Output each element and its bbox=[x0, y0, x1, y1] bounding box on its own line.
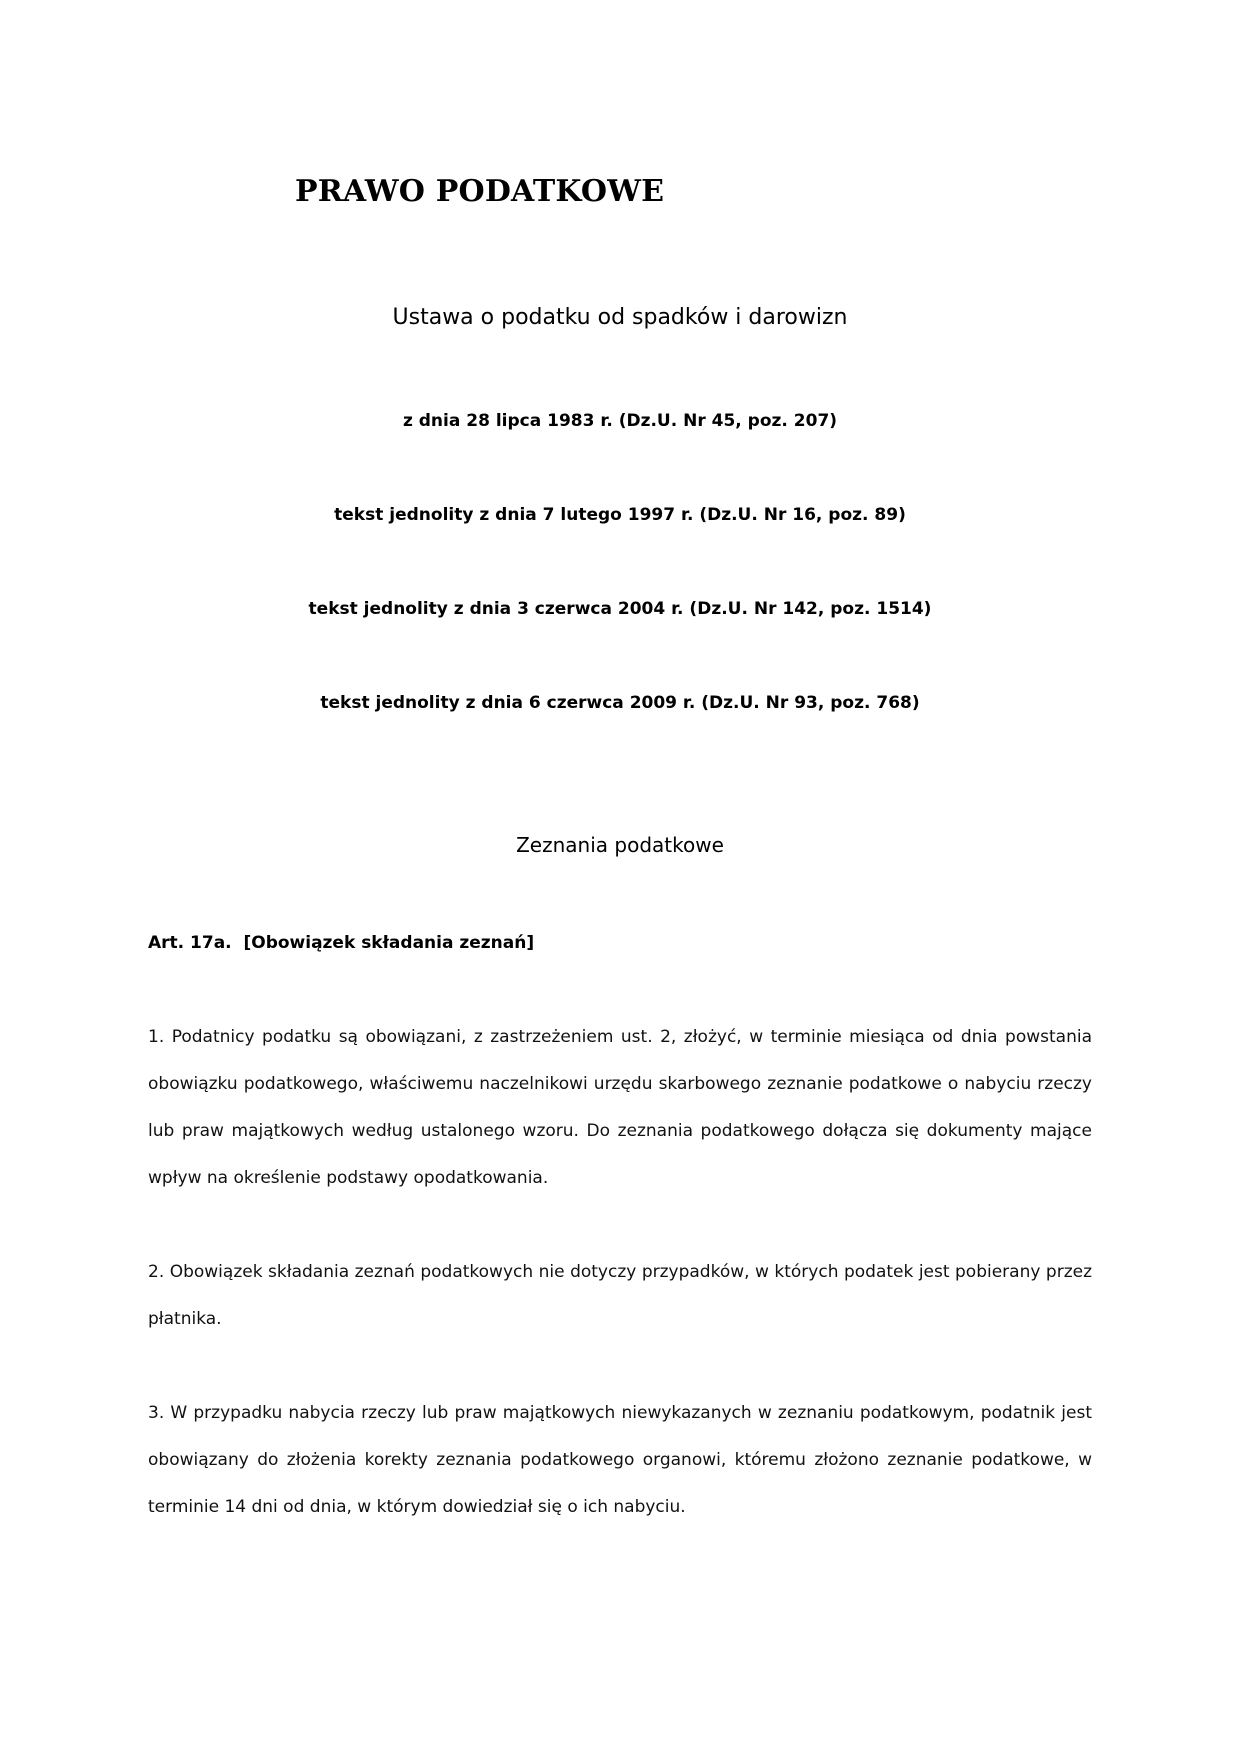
legal-reference-consolidated-1997: tekst jednolity z dnia 7 lutego 1997 r. (Dz.U. Nr 16, poz. 89) bbox=[334, 505, 906, 525]
section-title: Zeznania podatkowe bbox=[516, 833, 724, 857]
legal-reference-consolidated-2004: tekst jednolity z dnia 3 czerwca 2004 r. (Dz.U. Nr 142, poz. 1514) bbox=[308, 599, 932, 619]
article-paragraph-2: 2. Obowiązek składania zeznań podatkowych nie dotyczy przypadków, w których podatek jest pobierany przez płatnika. bbox=[148, 1262, 1092, 1329]
document-title: PRAWO PODATKOWE bbox=[295, 174, 665, 209]
article-paragraph-3: 3. W przypadku nabycia rzeczy lub praw majątkowych niewykazanych w zeznaniu podatkowym, podatnik jest obowiązany do złożenia korekty zeznania podatkowego organowi, któremu złożono zeznanie podatkowe, w terminie 14 dni od dnia, w którym dowiedział się o ich nabyciu. bbox=[148, 1403, 1092, 1517]
act-title: Ustawa o podatku od spadków i darowizn bbox=[392, 305, 848, 330]
legal-reference-consolidated-2009: tekst jednolity z dnia 6 czerwca 2009 r. (Dz.U. Nr 93, poz. 768) bbox=[320, 693, 920, 713]
article-heading: Art. 17a. [Obowiązek składania zeznań] bbox=[148, 933, 535, 953]
legal-reference-original: z dnia 28 lipca 1983 r. (Dz.U. Nr 45, poz. 207) bbox=[402, 411, 838, 431]
article-paragraph-1: 1. Podatnicy podatku są obowiązani, z zastrzeżeniem ust. 2, złożyć, w terminie miesiąca od dnia powstania obowiązku podatkowego, właściwemu naczelnikowi urzędu skarbowego zeznanie podatkowe o nabyciu rzeczy lub praw majątkowych według ustalonego wzoru. Do zeznania podatkowego dołącza się dokumenty mające wpływ na określenie podstawy opodatkowania. bbox=[148, 1027, 1092, 1188]
